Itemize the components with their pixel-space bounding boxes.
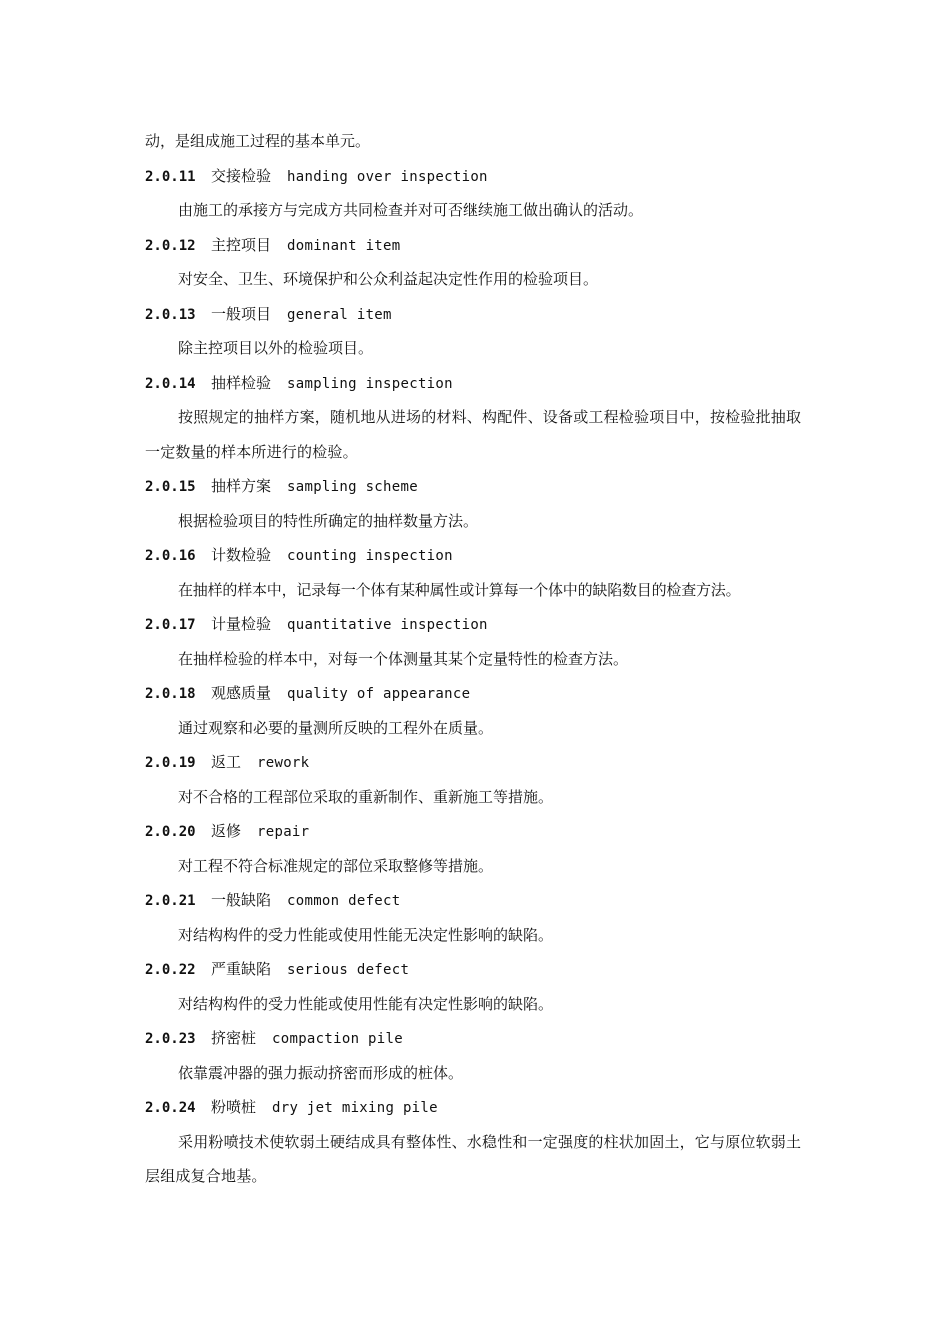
term-number: 2.0.17 bbox=[145, 617, 196, 633]
term-heading bbox=[145, 366, 815, 401]
term-chinese: 一般缺陷 bbox=[211, 891, 272, 909]
term-definition: 对结构构件的受力性能或使用性能有决定性影响的缺陷。 bbox=[178, 994, 554, 1013]
term-chinese: 返修 bbox=[211, 822, 242, 840]
term-english: handing over inspection bbox=[287, 168, 488, 185]
term-chinese: 一般项目 bbox=[211, 304, 272, 323]
term-chinese: 抽样方案 bbox=[211, 477, 272, 495]
term-number: 2.0.15 bbox=[145, 479, 196, 495]
term-chinese: 严重缺陷 bbox=[211, 960, 272, 978]
document-page bbox=[145, 124, 815, 1194]
term-heading bbox=[145, 297, 815, 332]
term-definition: 对安全、卫生、环境保护和公众利益起决定性作用的检验项目。 bbox=[178, 270, 599, 288]
term-heading bbox=[145, 469, 815, 504]
term-heading bbox=[145, 228, 815, 263]
term-number: 2.0.23 bbox=[145, 1031, 196, 1047]
term-list bbox=[145, 159, 815, 1194]
term-english: dominant item bbox=[287, 237, 401, 254]
term-english: sampling inspection bbox=[287, 375, 453, 392]
term-number: 2.0.13 bbox=[145, 306, 196, 323]
term-english: quality of appearance bbox=[287, 686, 471, 702]
term-heading bbox=[145, 745, 815, 780]
term-english: common defect bbox=[287, 893, 401, 909]
term-chinese: 计数检验 bbox=[211, 546, 272, 564]
term-definition: 通过观察和必要的量测所反映的工程外在质量。 bbox=[178, 718, 494, 737]
term-number: 2.0.20 bbox=[145, 824, 196, 840]
term-definition: 对工程不符合标准规定的部位采取整修等措施。 bbox=[178, 856, 494, 875]
term-definition: 由施工的承接方与完成方共同检查并对可否继续施工做出确认的活动。 bbox=[178, 201, 644, 219]
intro-line: 动，是组成施工过程的基本单元。 bbox=[145, 132, 371, 150]
term-english: rework bbox=[257, 755, 310, 771]
term-heading bbox=[145, 883, 815, 918]
term-definition: 按照规定的抽样方案，随机地从进场的材料、构配件、设备或工程检验项目中，按检验批抽取一定数量的样本所进行的检验。 bbox=[145, 408, 802, 461]
term-definition: 在抽样的样本中，记录每一个体有某种属性或计算每一个体中的缺陷数目的检查方法。 bbox=[178, 580, 741, 599]
term-heading bbox=[145, 1021, 815, 1056]
term-definition: 对不合格的工程部位采取的重新制作、重新施工等措施。 bbox=[178, 787, 554, 806]
term-english: compaction pile bbox=[272, 1031, 403, 1047]
term-chinese: 返工 bbox=[211, 753, 242, 771]
term-definition: 依靠震冲器的强力振动挤密而形成的桩体。 bbox=[178, 1063, 464, 1082]
term-heading bbox=[145, 676, 815, 711]
term-number: 2.0.21 bbox=[145, 893, 196, 909]
term-english: serious defect bbox=[287, 962, 410, 978]
term-number: 2.0.14 bbox=[145, 375, 196, 392]
term-english: general item bbox=[287, 306, 392, 323]
term-definition: 对结构构件的受力性能或使用性能无决定性影响的缺陷。 bbox=[178, 925, 554, 944]
term-english: repair bbox=[257, 824, 310, 840]
term-definition: 采用粉喷技术使软弱土硬结成具有整体性、水稳性和一定强度的柱状加固土，它与原位软弱土层组成复合地基。 bbox=[145, 1132, 802, 1185]
term-chinese: 交接检验 bbox=[211, 166, 272, 185]
term-chinese: 挤密桩 bbox=[211, 1029, 257, 1047]
term-heading bbox=[145, 1090, 815, 1125]
term-chinese: 计量检验 bbox=[211, 615, 272, 633]
term-definition: 根据检验项目的特性所确定的抽样数量方法。 bbox=[178, 511, 479, 530]
term-heading bbox=[145, 159, 815, 194]
term-number: 2.0.12 bbox=[145, 237, 196, 254]
term-heading bbox=[145, 607, 815, 642]
term-definition: 在抽样检验的样本中，对每一个体测量其某个定量特性的检查方法。 bbox=[178, 649, 629, 668]
term-number: 2.0.16 bbox=[145, 548, 196, 564]
term-chinese: 粉喷桩 bbox=[211, 1098, 257, 1116]
term-number: 2.0.19 bbox=[145, 755, 196, 771]
term-chinese: 主控项目 bbox=[211, 235, 272, 254]
term-heading bbox=[145, 952, 815, 987]
term-chinese: 抽样检验 bbox=[211, 373, 272, 392]
term-heading bbox=[145, 538, 815, 573]
term-number: 2.0.22 bbox=[145, 962, 196, 978]
term-number: 2.0.18 bbox=[145, 686, 196, 702]
term-english: sampling scheme bbox=[287, 479, 418, 495]
term-english: counting inspection bbox=[287, 548, 453, 564]
term-chinese: 观感质量 bbox=[211, 684, 272, 702]
term-number: 2.0.24 bbox=[145, 1100, 196, 1116]
term-number: 2.0.11 bbox=[145, 168, 196, 185]
term-definition: 除主控项目以外的检验项目。 bbox=[178, 339, 374, 357]
term-heading bbox=[145, 814, 815, 849]
term-english: dry jet mixing pile bbox=[272, 1100, 438, 1116]
term-english: quantitative inspection bbox=[287, 617, 488, 633]
